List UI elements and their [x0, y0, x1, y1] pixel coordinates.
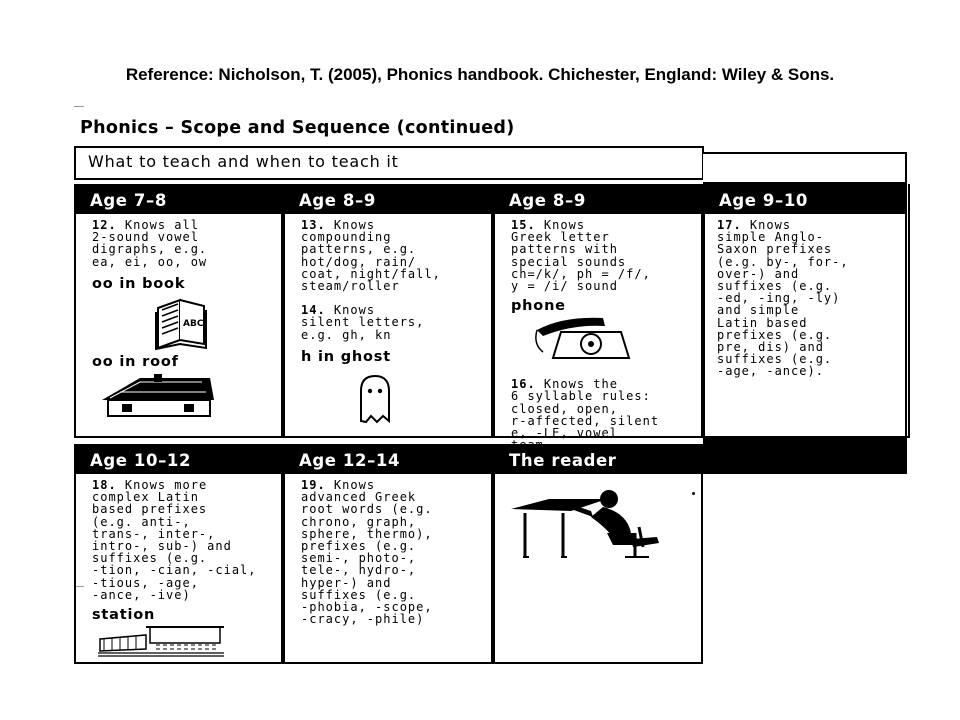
book-icon [152, 294, 212, 350]
age-header: Age 10–12 [76, 444, 281, 474]
table-row [74, 184, 710, 441]
reference-citation: Reference: Nicholson, T. (2005), Phonics handbook. Chichester, England: Wiley & Sons. [125, 65, 835, 84]
svg-text:ABC: ABC [183, 318, 204, 329]
cell-age-7-8 [74, 184, 283, 438]
example-word: h in ghost [301, 348, 391, 365]
cell-age-9-10-column [703, 184, 907, 440]
example-word: phone [511, 298, 566, 315]
cell-the-reader [493, 444, 703, 664]
table-heading-extension [703, 152, 907, 184]
house-roof-icon [98, 374, 218, 418]
skill-item: 16. Knows the 6 syllable rules: closed, open, r-affected, silent e, -LE, vowel [511, 377, 660, 441]
cell-age-8-9 [283, 184, 493, 438]
telephone-icon [533, 316, 633, 360]
example-word: station [92, 607, 156, 624]
scope-sequence-table [74, 146, 710, 664]
header-band-filler [703, 440, 907, 474]
age-header: Age 12–14 [285, 444, 491, 474]
age-header: Age 9–10 [705, 184, 905, 214]
ghost-icon [355, 373, 395, 425]
skill-item: 12. Knows all 2-sound vowel digraphs, e.g. ea, ei, oo, ow [92, 218, 208, 269]
skill-item: 15. Knows Greek letter patterns with special sounds ch=/k/, ph = /f/, y = /i/ sound [511, 218, 651, 294]
cell-age-8-9-greek [493, 184, 703, 441]
skill-item: 19. Knows advanced Greek root words (e.g. chrono, graph, sphere, thermo), prefixes (e.g. semi-, photo-, tele-, hydro-, hyper-) and suffixes (e.g. -phobia, -scope, -cracy, -phile) [301, 478, 433, 627]
cell-age-10-12 [74, 444, 283, 664]
cell-age-12-14 [283, 444, 493, 664]
scan-mark [692, 492, 695, 495]
table-row [74, 444, 710, 664]
example-word: oo in book [92, 275, 186, 292]
skill-item: 17. Knows simple Anglo- Saxon prefixes (e.g. by-, for-, over-) and suffixes (e.g. -ed, -ing, -ly) and simple Latin based prefixes (e.g. pre, dis) and suffixes (e.g. -age, -ance). [717, 218, 849, 379]
train-station-icon [96, 625, 226, 657]
document-title: Phonics – Scope and Sequence (continued) [80, 118, 515, 138]
rule-line [703, 182, 907, 186]
skill-item: 13. Knows compounding patterns, e.g. hot/dog, rain/ coat, night/fall, steam/roller [301, 218, 441, 294]
empty-cell [703, 444, 710, 664]
skill-item: 18. Knows more complex Latin based prefixes (e.g. anti-, trans-, inter-, intro-, sub-) and suffixes (e.g. -tion, -cian, -cial, -tious, -age, -ance, -ive) [92, 478, 257, 602]
skill-item: 14. Knows silent letters, e.g. gh, kn [301, 303, 425, 342]
age-header: Age 8–9 [285, 184, 491, 214]
age-header: The reader [495, 444, 701, 474]
scan-mark [74, 106, 84, 107]
reader-at-desk-icon [507, 487, 677, 559]
table-heading: What to teach and when to teach it [74, 146, 704, 180]
example-word: oo in roof [92, 353, 179, 370]
age-header: Age 7–8 [76, 184, 281, 214]
age-header: Age 8–9 [495, 184, 701, 214]
